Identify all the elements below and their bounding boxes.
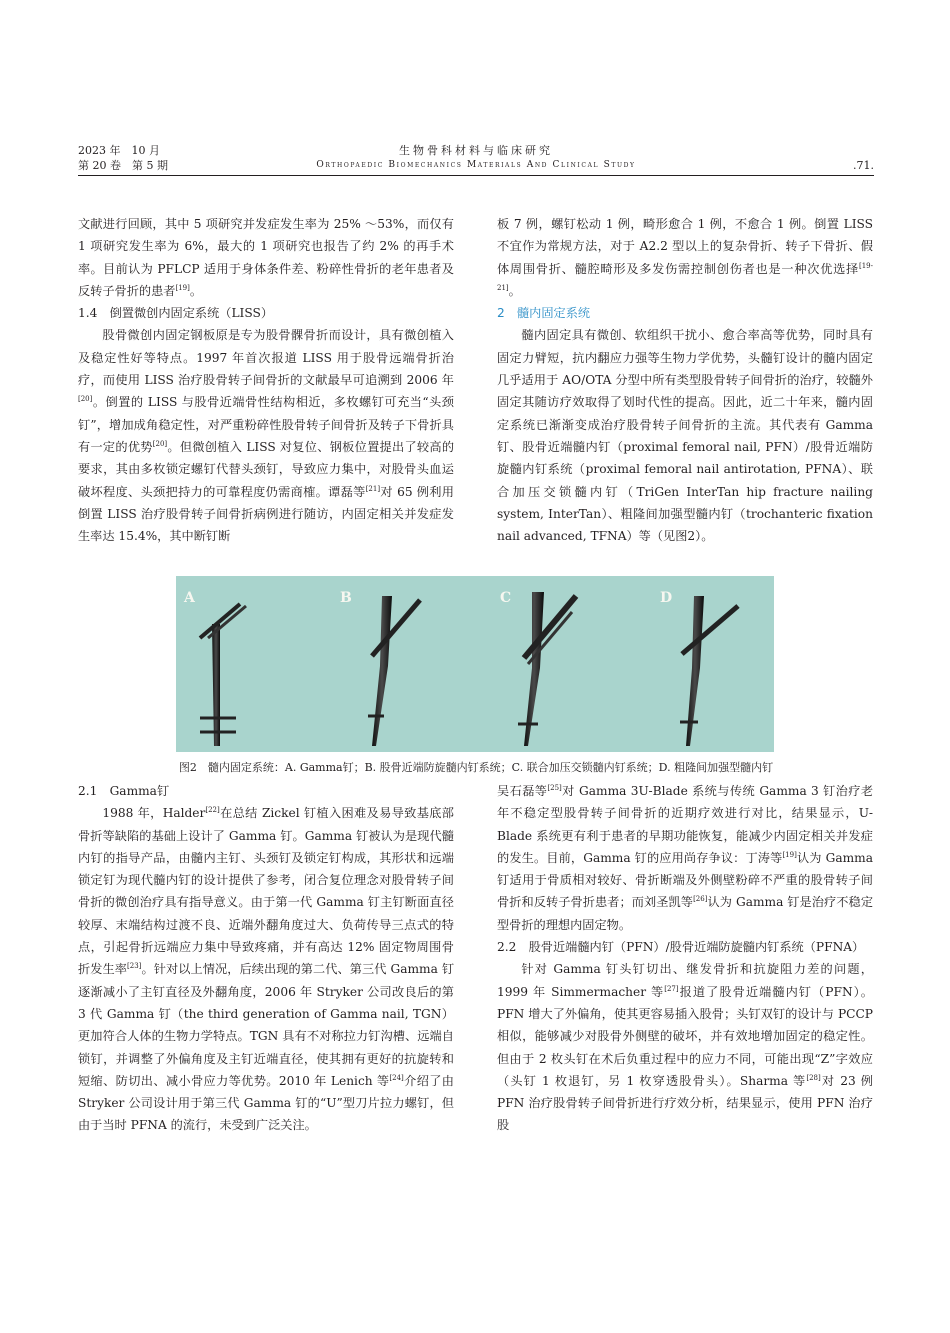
pfna-nail <box>368 596 420 746</box>
citation-ref: [26] <box>693 895 708 904</box>
intertan-nail <box>518 592 576 746</box>
running-header <box>78 143 874 173</box>
panel-label-a: A <box>184 590 195 606</box>
citation-ref: [25] <box>547 783 562 792</box>
header-rule <box>78 175 874 176</box>
text-run: 。倒置的 LISS 与股骨近端骨性结构相近，多枚螺钉可充当“头颈钉”，增加成角稳定性，对严重粉碎性股骨转子间骨折及转子下骨折具有一定的优势 <box>78 395 454 454</box>
column-right-top <box>497 213 873 547</box>
text-run: 吴石磊等 <box>497 784 548 798</box>
citation-ref: [20] <box>152 439 168 448</box>
figure-2 <box>176 576 774 752</box>
citation-ref: [19] <box>175 283 190 292</box>
text-run: 认为 Gamma 钉适用于骨质相对较好、骨折断端及外侧壁粉碎不严重的股骨转子间骨折和反转子骨折患者；而刘圣凯等 <box>497 850 873 910</box>
text-run: 报道了股骨近端髓内钉（PFN）。PFN 增大了外偏角，使其更容易插入股骨；头钉双钉的设计与 PCCP 相似，能够减少对股骨外侧壁的破坏，并有效地增加固定的稳定性。但由于 2 枚头钉在术后负重过程中的应力不同，可能出现“Z”字效应（头钉 1 枚退钉，另 1 枚穿透股骨头）。Sharma 等 <box>497 984 873 1088</box>
text-run: 对 Gamma 3U-Blade 系统与传统 Gamma 3 钉治疗老年不稳定型股骨转子间骨折的近期疗效进行对比，结果显示，U-Blade 系统更有利于患者的早期功能恢复，能减少内固定相关并发症的发生。目前，Gamma 钉的应用尚存争议：丁涛等 <box>497 784 874 865</box>
citation-ref: [27] <box>664 984 679 993</box>
panel-label-c: C <box>500 590 512 606</box>
paragraph <box>78 802 454 1136</box>
section-heading <box>497 936 873 958</box>
text-run: 1988 年，Halder <box>102 806 206 821</box>
citation-ref: [20] <box>78 395 93 404</box>
text-run: 板 7 例，螺钉松动 1 例，畸形愈合 1 例，不愈合 1 例。倒置 LISS 不宜作为常规方法，对于 A2.2 型以上的复杂骨折、转子下骨折、假体周围骨折、髓腔畸形及多发伤需控制创伤者也是一种次优选择 <box>497 217 873 276</box>
text-run: 针对 Gamma 钉头钉切出、继发骨折和抗旋阻力差的问题，1999 年 Simmermacher 等 <box>497 962 873 999</box>
text-run: 股骨微创内固定钢板原是专为股骨髁骨折而设计，具有微创植入及稳定性好等特点。1997 年首次报道 LISS 用于股骨远端骨折治疗，而使用 LISS 治疗股骨转子间骨折的文献最早可追溯到 2006 年 <box>78 328 454 388</box>
citation-ref: [22] <box>205 806 220 815</box>
text-run: 。针对以上情况，后续出现的第二代、第三代 Gamma 钉逐渐减小了主钉直径及外翻角度，2006 年 Stryker 公司改良后的第 3 代 Gamma 钉（the third generation of Gamma nail, TGN）更加符合人体的生物力学特点。TGN 具有不对称拉力钉沟槽、远端自锁钉，并调整了外偏角度及主钉近端直径，使其拥有更好的抗旋转和短缩、防切出、减小骨应力等优势。2010 年 Lenich 等 <box>78 962 455 1088</box>
column-left-top <box>78 213 454 547</box>
text-run: 文献进行回顾，其中 5 项研究并发症发生率为 25% ～53%，而仅有 1 项研究发生率为 6%，最大的 1 项研究也报告了约 2% 的再手术率。目前认为 PFLCP 适用于身体条件差、粉碎性骨折的老年患者及反转子骨折的患者 <box>78 217 454 298</box>
citation-ref: [21] <box>365 484 381 493</box>
column-right-bottom <box>497 780 873 1137</box>
text-run: 对 65 例利用倒置 LISS 治疗股骨转子间骨折病例进行随访，内固定相关并发症发生率达 15.4%，其中断钉断 <box>78 484 454 544</box>
paragraph <box>497 324 873 547</box>
citation-ref: [24] <box>389 1073 404 1082</box>
issue-date: 2023 年 10 月 <box>78 144 160 157</box>
text-run: 髓内固定具有微创、软组织干扰小、愈合率高等优势，同时具有固定力臂短，抗内翻应力强等生物力学优势，头髓钉设计的髓内固定几乎适用于 AO/OTA 分型中所有类型股骨转子间骨折的治疗，较髓外固定其随访疗效取得了划时代性的提高。因此，近二十年来，髓内固定系统已渐渐变成治疗股骨转子间骨折的主流。其代表有 Gamma 钉、股骨近端髓内钉（proximal femoral nail, PFN）/股骨近端防旋髓内钉系统（proximal femoral nail antirotation, PFNA）、联合加压交锁髓内钉（TriGen InterTan hip fracture nailing system, InterTan）、粗隆间加强型髓内钉（trochanteric fixation nail advanced, TFNA）等（见图2）。 <box>497 328 873 544</box>
paragraph <box>497 958 873 1136</box>
journal-title <box>78 143 874 173</box>
gamma-nail <box>200 604 246 746</box>
text-run: 2.1 Gamma钉 <box>78 784 170 798</box>
section-heading <box>78 302 454 324</box>
citation-ref: [19] <box>782 850 797 859</box>
paragraph <box>497 780 873 936</box>
tfna-nail <box>680 596 738 746</box>
issue-volume: 第 20 卷 第 5 期 <box>78 159 168 172</box>
citation-ref: [23] <box>127 962 142 971</box>
text-run: 介绍了由 Stryker 公司设计用于第三代 Gamma 钉的“U”型刀片拉力螺钉，但由于当时 PFNA 的流行，未受到广泛关注。 <box>78 1073 454 1133</box>
section-heading <box>497 302 873 324</box>
section-heading <box>78 780 454 802</box>
nail-illustrations <box>176 576 774 752</box>
text-run: 。但微创植入 LISS 对复位、钢板位置提出了较高的要求，其由多枚锁定螺钉代替头颈钉，导致应力集中，对股骨头血运破坏程度、头颈把持力的可靠程度仍需商榷。谭磊等 <box>78 439 455 499</box>
text-run: 。 <box>189 283 203 298</box>
figure-caption: 图2 髓内固定系统：A. Gamma钉；B. 股骨近端防旋髓内钉系统；C. 联合加压交锁髓内钉系统；D. 粗隆间加强型髓内钉 <box>178 761 774 774</box>
panel-label-b: B <box>340 590 352 606</box>
journal-title-en: Orthopaedic Biomechanics Materials And Clinical Study <box>316 160 636 170</box>
text-run: 2.2 股骨近端髓内钉（PFN）/股骨近端防旋髓内钉系统（PFNA） <box>497 940 865 955</box>
text-run: 2 髓内固定系统 <box>497 306 591 321</box>
page-number: .71. <box>853 159 874 172</box>
citation-ref: [19-21] <box>497 261 873 292</box>
paragraph <box>497 213 873 302</box>
panel-label-d: D <box>660 590 673 606</box>
citation-ref: [28] <box>806 1073 821 1082</box>
column-left-bottom <box>78 780 454 1137</box>
paragraph <box>78 324 454 547</box>
text-run: 1.4 倒置微创内固定系统（LISS） <box>78 306 274 321</box>
text-run: 认为 Gamma 钉是治疗不稳定型骨折的理想内固定物。 <box>497 895 874 932</box>
text-run: 在总结 Zickel 钉植入困难及易导致基底部骨折等缺陷的基础上设计了 Gamma 钉。Gamma 钉被认为是现代髓内钉的指导产品，由髓内主钉、头颈钉及锁定钉构成，其形状和远端锁定钉为现代髓内钉的设计提供了参考，闭合复位理念对股骨转子间骨折的微创治疗具有指导意义。由于第一代 Gamma 钉主钉断面直径较厚、末端结构过渡不良、近端外翻角度过大、负荷传导三点式的特点，引起骨折远端应力集中导致疼痛，并有高达 12% 固定物周围骨折发生率 <box>78 806 454 977</box>
paragraph <box>78 213 454 302</box>
text-run: 。 <box>508 283 521 298</box>
journal-title-cn: 生物骨科材料与临床研究 <box>399 144 553 157</box>
text-run: 对 23 例 PFN 治疗股骨转子间骨折进行疗效分析，结果显示，使用 PFN 治疗股 <box>497 1073 873 1133</box>
